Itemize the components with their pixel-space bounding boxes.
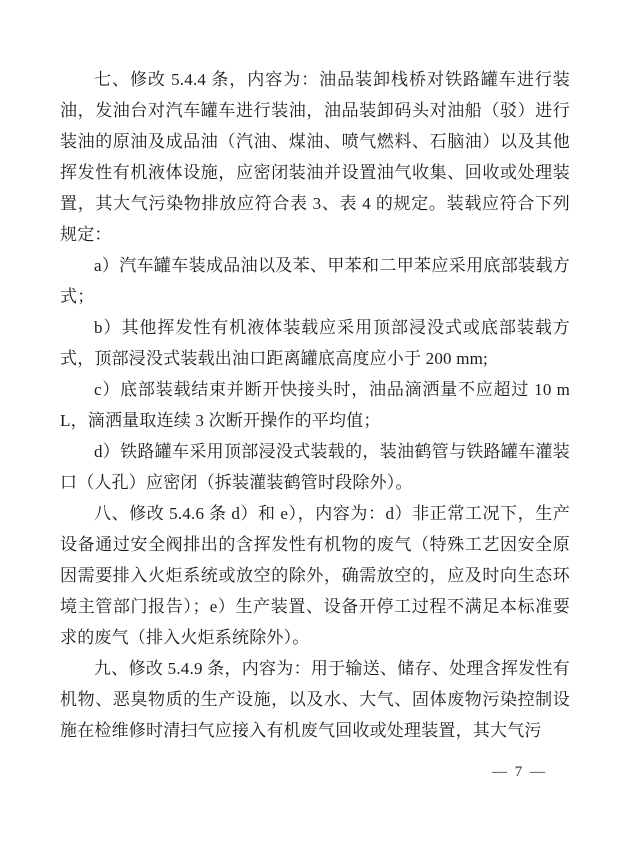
clause-7-paragraph: 七、修改 5.4.4 条，内容为：油品装卸栈桥对铁路罐车进行装油，发油台对汽车罐车进行装油，油品装卸码头对油船（驳）进行装油的原油及成品油（汽油、煤油、喷气燃料、石脑油）以及其他挥发性有机液体设施，应密闭装油并设置油气收集、回收或处理装置，其大气污染物排放应符合表 3、表 4 的规定。装载应符合下列规定： [60, 70, 570, 244]
clause-8-paragraph: 八、修改 5.4.6 条 d）和 e），内容为：d）非正常工况下，生产设备通过安全阀排出的含挥发性有机物的废气（特殊工艺因安全原因需要排入火炬系统或放空的除外，确需放空的，应及时向生态环境主管部门报告）；e）生产装置、设备开停工过程不满足本标准要求的废气（排入火炬系统除外）。 [60, 504, 570, 647]
page-number: — 7 — [492, 764, 547, 780]
clause-9-paragraph: 九、修改 5.4.9 条，内容为：用于输送、储存、处理含挥发性有机物、恶臭物质的生产设施，以及水、大气、固体废物污染控制设施在检维修时清扫气应接入有机废气回收或处理装置，其大气污 [60, 659, 570, 740]
document-body [60, 64, 570, 746]
list-item-a-paragraph: a）汽车罐车装成品油以及苯、甲苯和二甲苯应采用底部装载方式； [60, 256, 570, 306]
list-item-c-paragraph: c）底部装载结束并断开快接头时，油品滴洒量不应超过 10 mL，滴洒量取连续 3 次断开操作的平均值； [60, 380, 570, 430]
list-item-b-paragraph: b）其他挥发性有机液体装载应采用顶部浸没式或底部装载方式，顶部浸没式装载出油口距离罐底高度应小于 200 mm; [60, 318, 570, 368]
list-item-d-paragraph: d）铁路罐车采用顶部浸没式装载的，装油鹤管与铁路罐车灌装口（人孔）应密闭（拆装灌装鹤管时段除外）。 [60, 442, 570, 492]
